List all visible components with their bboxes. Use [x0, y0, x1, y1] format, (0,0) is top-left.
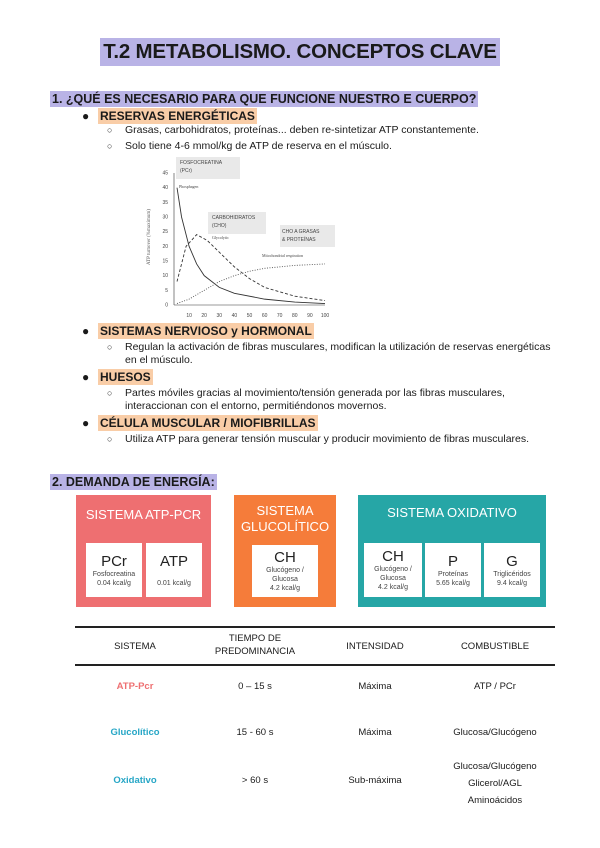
- chart-xtick-label: 10: [186, 313, 192, 319]
- sub-item-huesos-1: ○ Partes móviles gracias al movimiento/tensión generada por las fibras musculares, interaccionan con el entorno, permitiéndonos movernos.: [107, 387, 505, 412]
- section-1-heading: 1. ¿QUÉ ES NECESARIO PARA QUE FUNCIONE NUESTRO E CUERPO?: [52, 92, 477, 106]
- series-label-phosphagen: Phosphagen: [179, 184, 199, 189]
- annot-cho-2: & PROTEÍNAS: [282, 237, 316, 243]
- annot-fosfo-2: (PCr): [180, 168, 192, 174]
- th-tiempo: TIEMPO DE PREDOMINANCIA: [214, 633, 296, 657]
- card-trigliceridos: G Triglicéridos 9.4 kcal/g: [484, 543, 540, 597]
- series-label-glycolytic: Glycolytic: [212, 235, 229, 240]
- box-glucolitico: [234, 495, 336, 607]
- chart-xtick-label: 90: [307, 313, 313, 319]
- series-label-mito: Mitochondrial respiration: [262, 253, 303, 258]
- chart-ytick-label: 35: [162, 199, 168, 206]
- td-tiempo: 15 - 60 s: [236, 727, 274, 738]
- card-ch-glucolitico: CH Glucógeno / Glucosa 4.2 kcal/g: [252, 545, 318, 597]
- chart-xtick-label: 20: [201, 313, 207, 319]
- annot-carbo-1: CARBOHIDRATOS: [212, 215, 256, 221]
- chart-xtick-label: 70: [276, 313, 283, 319]
- td-sistema: Glucolítico: [110, 727, 160, 738]
- card-ch-oxidativo: CH Glucógeno / Glucosa 4.2 kcal/g: [364, 543, 422, 597]
- box-glucolitico-title: SISTEMA GLUCOLÍTICO: [240, 503, 330, 534]
- bullet-huesos: ● HUESOS: [82, 370, 151, 384]
- chart-ytick-label: 30: [162, 214, 168, 221]
- chart-series-line-2: [177, 264, 325, 304]
- td-intensidad: Sub-máxima: [348, 775, 402, 786]
- card-pcr: PCr Fosfocreatina 0.04 kcal/g: [86, 543, 142, 597]
- table-top-rule: [75, 626, 555, 628]
- td-sistema: Oxidativo: [113, 775, 157, 786]
- table-header-rule: [75, 664, 555, 666]
- td-tiempo: 0 – 15 s: [238, 681, 272, 692]
- chart-ytick-label: 20: [162, 243, 168, 250]
- sub-item-sistemas-1: ○ Regulan la activación de fibras musculares, modifican la utilización de reservas energéticas en el músculo.: [107, 341, 551, 366]
- chart-ylabel: ATP turnover (%maximum): [147, 209, 152, 265]
- annot-cho-1: CHO A GRASAS: [282, 229, 320, 235]
- sub-item-reservas-2: ○ Solo tiene 4-6 mmol/kg de ATP de reserva en el músculo.: [107, 140, 392, 152]
- td-combustible: Glucosa/Glucógeno: [453, 727, 537, 738]
- sub-item-celula-1: ○ Utiliza ATP para generar tensión muscular y producir movimiento de fibras musculares.: [107, 433, 530, 445]
- chart-ytick-label: 0: [165, 302, 168, 309]
- th-intensidad: INTENSIDAD: [346, 641, 404, 652]
- chart-ytick-label: 25: [162, 229, 168, 236]
- td-tiempo: > 60 s: [241, 775, 269, 786]
- td-sistema: ATP-Pcr: [116, 681, 154, 692]
- page-title: T.2 METABOLISMO. CONCEPTOS CLAVE: [100, 38, 500, 66]
- box-oxidativo: [358, 495, 546, 607]
- chart-xtick-label: 40: [231, 313, 238, 319]
- chart-xtick-label: 60: [261, 313, 268, 319]
- chart-ytick-label: 45: [162, 170, 168, 177]
- chart-xtick-label: 100: [320, 313, 330, 319]
- th-combustible: COMBUSTIBLE: [460, 641, 530, 652]
- annot-carbo-2: (CHO): [212, 223, 227, 229]
- chart-ytick-label: 5: [165, 287, 168, 294]
- box-atp-pcr-title: SISTEMA ATP-PCR: [85, 507, 202, 522]
- td-combustible: Glucosa/Glucógeno Glicerol/AGL Aminoácidos: [453, 761, 537, 806]
- atp-turnover-chart: [140, 155, 340, 325]
- chart-xtick-label: 80: [292, 313, 298, 319]
- chart-xtick-label: 30: [216, 313, 223, 319]
- td-combustible: ATP / PCr: [474, 681, 516, 692]
- section-2-heading: 2. DEMANDA DE ENERGÍA:: [52, 475, 215, 489]
- chart-xtick-label: 50: [246, 313, 253, 319]
- td-intensidad: Máxima: [358, 681, 392, 692]
- annot-fosfo-1: FOSFOCREATINA: [180, 160, 223, 166]
- card-proteinas: P Proteínas 5.65 kcal/g: [425, 543, 481, 597]
- card-atp: ATP 0.01 kcal/g: [146, 543, 202, 597]
- table-header: [75, 632, 555, 662]
- chart-ytick-label: 10: [162, 273, 168, 280]
- sub-item-reservas-1: ○ Grasas, carbohidratos, proteínas... deben re-sintetizar ATP constantemente.: [107, 124, 479, 136]
- box-atp-pcr: [76, 495, 211, 607]
- bullet-sistemas: ● SISTEMAS NERVIOSO y HORMONAL: [82, 324, 312, 338]
- box-oxidativo-title: SISTEMA OXIDATIVO: [387, 505, 517, 520]
- th-sistema: SISTEMA: [114, 641, 156, 652]
- bullet-celula: ● CÉLULA MUSCULAR / MIOFIBRILLAS: [82, 416, 316, 430]
- bullet-reservas: ● RESERVAS ENERGÉTICAS: [82, 109, 255, 123]
- td-intensidad: Máxima: [358, 727, 392, 738]
- chart-ytick-label: 15: [162, 258, 168, 265]
- chart-ytick-label: 40: [162, 185, 168, 192]
